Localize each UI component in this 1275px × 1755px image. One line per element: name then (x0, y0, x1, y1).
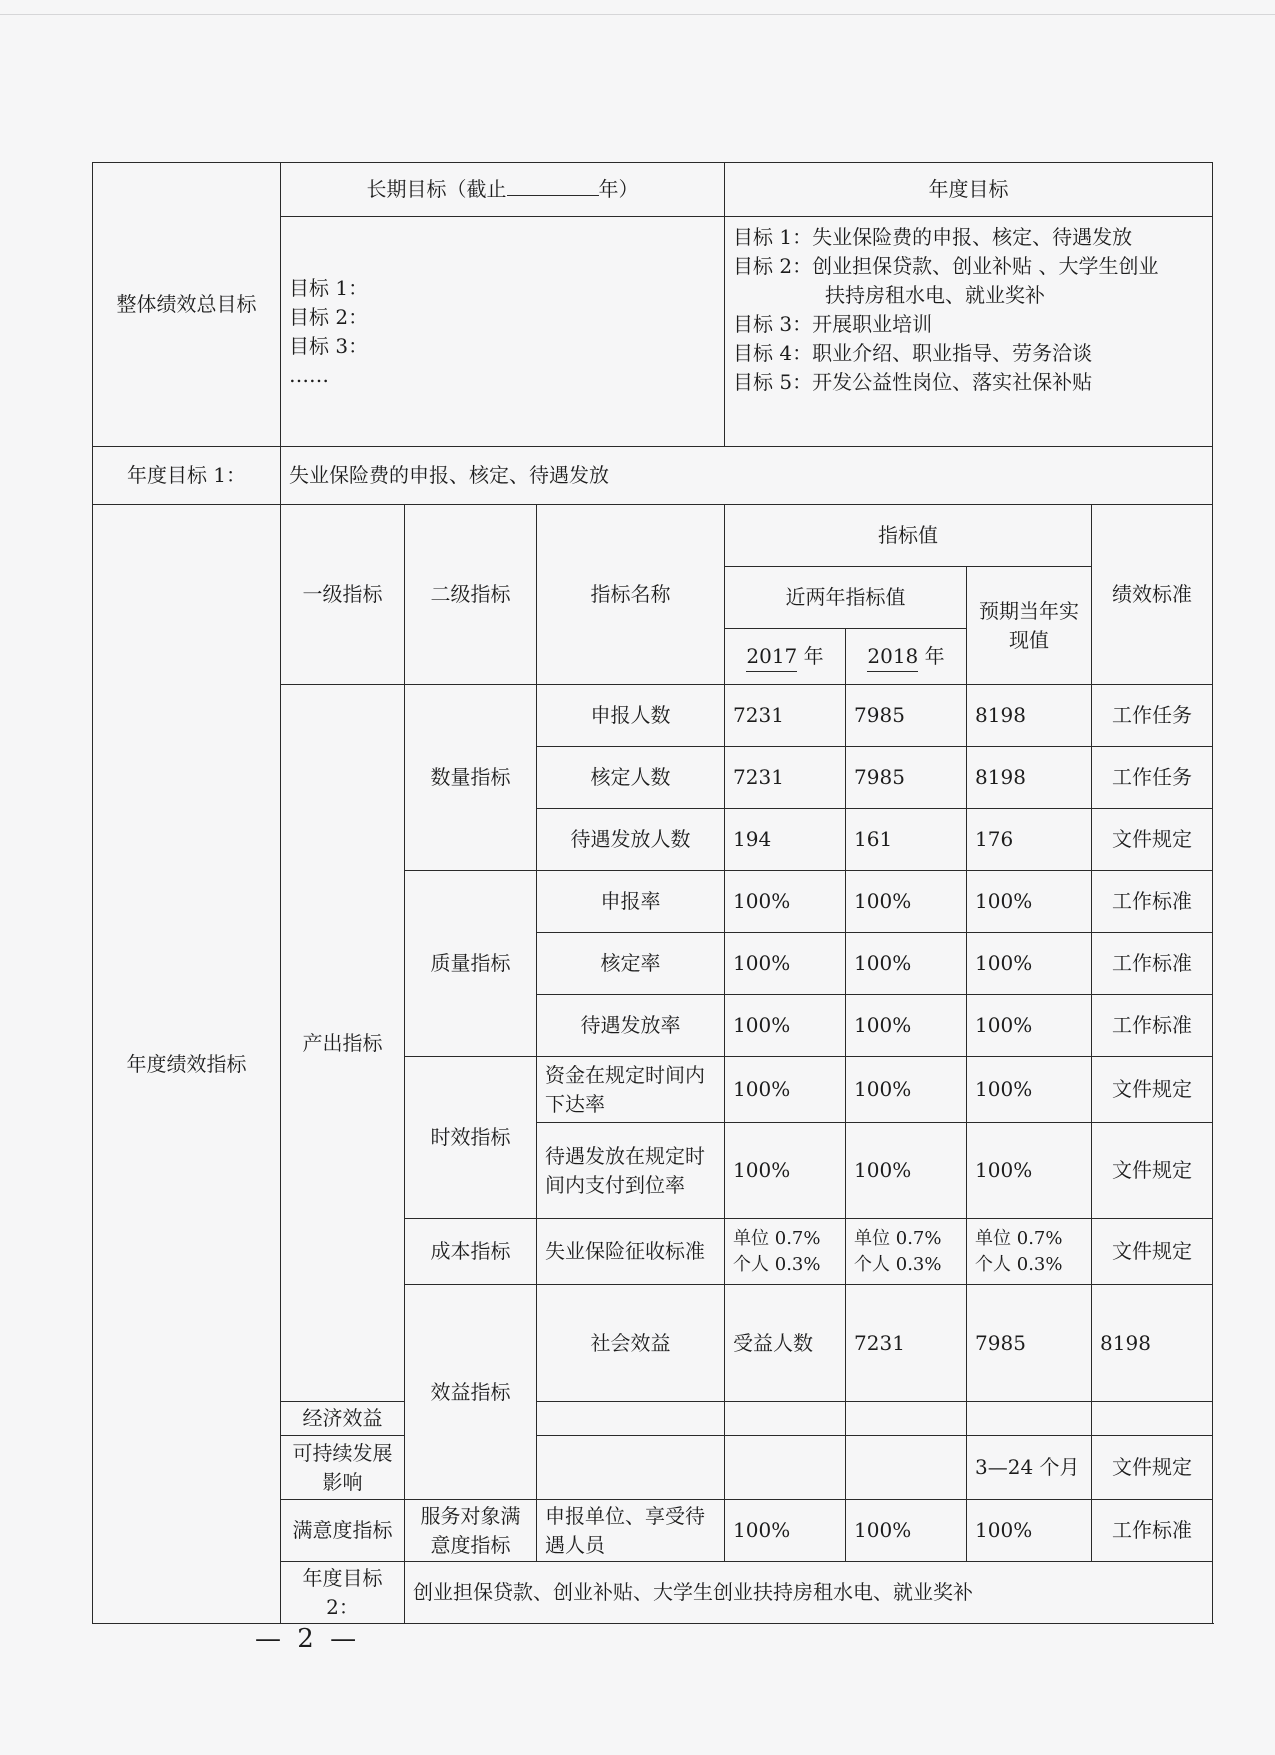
value-expected: 8198 (967, 685, 1092, 747)
indicator-name (537, 1402, 725, 1436)
value-expected: 100% (967, 1500, 1092, 1562)
group-quality: 质量指标 (405, 871, 537, 1057)
indicator-name (537, 1436, 725, 1500)
group-quantity: 数量指标 (405, 685, 537, 871)
long-term-prefix: 长期目标（截止 (366, 177, 507, 201)
indicator-name: 待遇发放率 (537, 995, 725, 1057)
value-2017: 7231 (846, 1285, 967, 1402)
value-2017: 100% (725, 1057, 846, 1123)
year-2017-value: 2017 (746, 642, 797, 672)
value-2017: 7231 (725, 685, 846, 747)
long-term-goal: 目标 1： (289, 275, 369, 300)
group-output: 产出指标 (281, 685, 405, 1402)
value-expected: 100% (967, 933, 1092, 995)
indicator-name: 失业保险征收标准 (537, 1219, 725, 1285)
annual-goal-2-label: 年度目标 2： (281, 1562, 405, 1624)
value-2017 (725, 1402, 846, 1436)
annual-goal: 目标 3：开展职业培训 (733, 312, 933, 336)
header-indicator-value: 指标值 (725, 505, 1092, 567)
standard: 文件规定 (1092, 809, 1213, 871)
annual-goal: 目标 4：职业介绍、职业指导、劳务洽谈 (733, 341, 1093, 365)
header-performance-standard: 绩效标准 (1092, 505, 1213, 685)
annual-goal-1-label: 年度目标 1： (93, 447, 281, 505)
indicator-name: 申报单位、享受待遇人员 (537, 1500, 725, 1562)
performance-goals-table (92, 162, 1213, 1624)
value-2018: 100% (846, 933, 967, 995)
value-2017: 100% (725, 1500, 846, 1562)
year-blank (507, 175, 599, 196)
long-term-goal-header (281, 163, 725, 217)
value-2017 (725, 1436, 846, 1500)
standard: 文件规定 (1092, 1057, 1213, 1123)
value-expected (967, 1402, 1092, 1436)
annual-indicator-label: 年度绩效指标 (93, 505, 281, 1624)
annual-goal-header: 年度目标 (725, 163, 1213, 217)
header-year-2018 (846, 629, 967, 685)
indicator-name: 申报率 (537, 871, 725, 933)
header-indicator-name: 指标名称 (537, 505, 725, 685)
value-2018: 100% (846, 995, 967, 1057)
indicator-name: 待遇发放在规定时间内支付到位率 (537, 1123, 725, 1219)
year-2018-value: 2018 (867, 642, 918, 672)
header-year-2017 (725, 629, 846, 685)
value-2018 (846, 1436, 967, 1500)
indicator-name: 核定率 (537, 933, 725, 995)
value-expected: 8198 (1092, 1285, 1213, 1402)
header-level2: 二级指标 (405, 505, 537, 685)
value-2018: 7985 (967, 1285, 1092, 1402)
value-2018 (846, 1402, 967, 1436)
group-social: 社会效益 (537, 1285, 725, 1402)
value-2017: 100% (725, 933, 846, 995)
group-economic: 经济效益 (281, 1402, 405, 1436)
group-sustainable: 可持续发展影响 (281, 1436, 405, 1500)
value-expected: 176 (967, 809, 1092, 871)
standard: 工作标准 (1092, 1500, 1213, 1562)
annual-goal: 目标 2：创业担保贷款、创业补贴 、大学生创业 (733, 254, 1159, 278)
indicator-name: 待遇发放人数 (537, 809, 725, 871)
value-2018: 100% (846, 1123, 967, 1219)
value-2017: 单位 0.7% 个人 0.3% (725, 1219, 846, 1285)
value-2017: 100% (725, 871, 846, 933)
annual-goal-2-text: 创业担保贷款、创业补贴、大学生创业扶持房租水电、就业奖补 (405, 1562, 1213, 1624)
group-cost: 成本指标 (405, 1219, 537, 1285)
indicator-name: 核定人数 (537, 747, 725, 809)
value-2018: 100% (846, 1057, 967, 1123)
long-term-goal: 目标 3： (289, 333, 369, 358)
standard: 文件规定 (1092, 1436, 1213, 1500)
long-term-suffix: 年） (598, 177, 639, 201)
group-satisfaction: 满意度指标 (281, 1500, 405, 1562)
header-recent-two-years: 近两年指标值 (725, 567, 967, 629)
standard: 文件规定 (1092, 1219, 1213, 1285)
long-term-goal-list (281, 217, 725, 447)
annual-goal: 目标 5：开发公益性岗位、落实社保补贴 (733, 370, 1093, 394)
overall-goal-label: 整体绩效总目标 (93, 163, 281, 447)
scan-edge-line (0, 14, 1275, 15)
value-2017: 194 (725, 809, 846, 871)
annual-goal-1-text: 失业保险费的申报、核定、待遇发放 (281, 447, 1213, 505)
value-expected: 100% (967, 995, 1092, 1057)
value-2018: 100% (846, 871, 967, 933)
value-expected: 100% (967, 1057, 1092, 1123)
standard (1092, 1402, 1213, 1436)
value-2018: 7985 (846, 747, 967, 809)
value-expected: 单位 0.7% 个人 0.3% (967, 1219, 1092, 1285)
value-2018: 100% (846, 1500, 967, 1562)
value-2017: 100% (725, 1123, 846, 1219)
value-expected: 3—24 个月 (967, 1436, 1092, 1500)
indicator-name: 资金在规定时间内下达率 (537, 1057, 725, 1123)
header-level1: 一级指标 (281, 505, 405, 685)
annual-goal: 目标 1：失业保险费的申报、核定、待遇发放 (733, 225, 1133, 249)
standard: 工作任务 (1092, 685, 1213, 747)
group-benefit: 效益指标 (405, 1285, 537, 1500)
value-expected: 8198 (967, 747, 1092, 809)
standard: 工作标准 (1092, 933, 1213, 995)
indicator-name: 申报人数 (537, 685, 725, 747)
value-2018: 161 (846, 809, 967, 871)
standard: 工作标准 (1092, 995, 1213, 1057)
header-expected-value: 预期当年实现值 (967, 567, 1092, 685)
value-2017: 7231 (725, 747, 846, 809)
year-suffix: 年 (924, 643, 945, 668)
standard: 文件规定 (1092, 1123, 1213, 1219)
value-expected: 100% (967, 1123, 1092, 1219)
long-term-goal: …… (289, 362, 329, 387)
annual-goal-list (725, 217, 1213, 447)
year-suffix: 年 (803, 643, 824, 668)
long-term-goal: 目标 2： (289, 304, 369, 329)
value-2017: 100% (725, 995, 846, 1057)
annual-goal: 扶持房租水电、就业奖补 (825, 283, 1046, 307)
group-timeliness: 时效指标 (405, 1057, 537, 1219)
value-2018: 单位 0.7% 个人 0.3% (846, 1219, 967, 1285)
standard: 工作标准 (1092, 871, 1213, 933)
value-expected: 100% (967, 871, 1092, 933)
group-satisfaction-sub: 服务对象满意度指标 (405, 1500, 537, 1562)
value-2018: 7985 (846, 685, 967, 747)
indicator-name: 受益人数 (725, 1285, 846, 1402)
page-number: — 2 — (255, 1624, 361, 1654)
standard: 工作任务 (1092, 747, 1213, 809)
